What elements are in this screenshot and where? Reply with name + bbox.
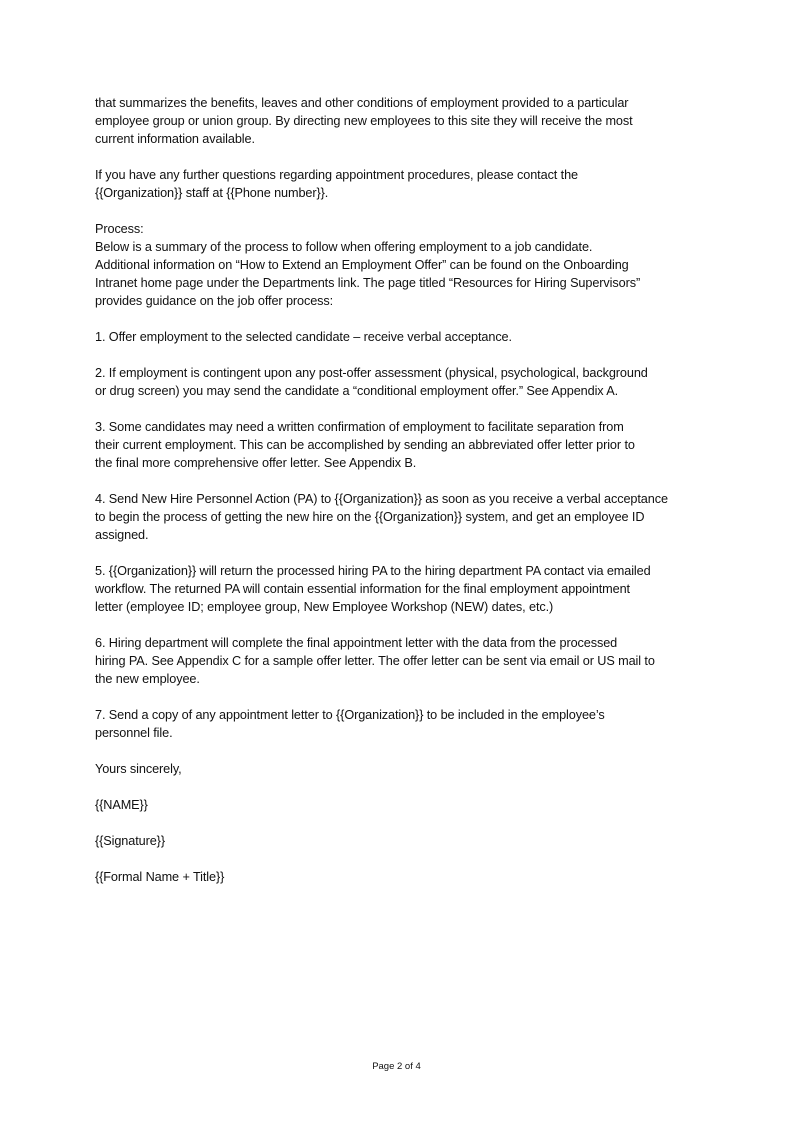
step-4 bbox=[95, 490, 707, 544]
text-line: provides guidance on the job offer process: bbox=[95, 294, 334, 308]
text-line: current information available. bbox=[95, 132, 255, 146]
process-paragraph bbox=[95, 220, 707, 310]
text-line: 2. If employment is contingent upon any post-offer assessment (physical, psychological, background bbox=[95, 366, 648, 380]
text-line: the new employee. bbox=[95, 672, 200, 686]
text-line: the final more comprehensive offer letter. See Appendix B. bbox=[95, 456, 417, 470]
process-heading: Process: bbox=[95, 222, 144, 236]
text-line: 7. Send a copy of any appointment letter to {{Organization}} to be included in the employee’s bbox=[95, 708, 605, 722]
step-5 bbox=[95, 562, 707, 616]
closing: Yours sincerely, bbox=[95, 762, 182, 776]
text-line: or drug screen) you may send the candidate a “conditional employment offer.” See Appendix A. bbox=[95, 384, 619, 398]
text-line: hiring PA. See Appendix C for a sample offer letter. The offer letter can be sent via email or US mail to bbox=[95, 654, 655, 668]
step-6 bbox=[95, 634, 707, 688]
step-7 bbox=[95, 706, 707, 742]
text-line: workflow. The returned PA will contain essential information for the final employment appointment bbox=[95, 582, 630, 596]
text-line: {{Organization}} staff at {{Phone number}}. bbox=[95, 186, 329, 200]
intro-paragraph bbox=[95, 94, 707, 148]
text-line: their current employment. This can be accomplished by sending an abbreviated offer letter prior to bbox=[95, 438, 635, 452]
page-number: Page 2 of 4 bbox=[372, 1061, 421, 1072]
step-2 bbox=[95, 364, 707, 400]
text-line: 1. Offer employment to the selected candidate – receive verbal acceptance. bbox=[95, 330, 512, 344]
text-line: Additional information on “How to Extend an Employment Offer” can be found on the Onboarding bbox=[95, 258, 629, 272]
step-3 bbox=[95, 418, 707, 472]
text-line: 4. Send New Hire Personnel Action (PA) to {{Organization}} as soon as you receive a verbal acceptance bbox=[95, 492, 668, 506]
formal-name-title: {{Formal Name + Title}} bbox=[95, 870, 225, 884]
signature-placeholder: {{Signature}} bbox=[95, 834, 165, 848]
text-line: 3. Some candidates may need a written confirmation of employment to facilitate separation from bbox=[95, 420, 624, 434]
step-1 bbox=[95, 328, 707, 346]
text-line: letter (employee ID; employee group, New Employee Workshop (NEW) dates, etc.) bbox=[95, 600, 554, 614]
text-line: 5. {{Organization}} will return the processed hiring PA to the hiring department PA contact via emailed bbox=[95, 564, 651, 578]
text-line: Intranet home page under the Departments link. The page titled “Resources for Hiring Supervisors” bbox=[95, 276, 641, 290]
text-line: employee group or union group. By directing new employees to this site they will receive the most bbox=[95, 114, 633, 128]
questions-paragraph bbox=[95, 166, 707, 202]
text-line: to begin the process of getting the new hire on the {{Organization}} system, and get an employee ID bbox=[95, 510, 645, 524]
text-line: that summarizes the benefits, leaves and other conditions of employment provided to a particular bbox=[95, 96, 629, 110]
letter-body bbox=[95, 94, 707, 886]
text-line: personnel file. bbox=[95, 726, 173, 740]
text-line: If you have any further questions regarding appointment procedures, please contact the bbox=[95, 168, 578, 182]
text-line: Below is a summary of the process to follow when offering employment to a job candidate. bbox=[95, 240, 593, 254]
text-line: 6. Hiring department will complete the final appointment letter with the data from the processed bbox=[95, 636, 618, 650]
name-placeholder: {{NAME}} bbox=[95, 798, 148, 812]
text-line: assigned. bbox=[95, 528, 149, 542]
